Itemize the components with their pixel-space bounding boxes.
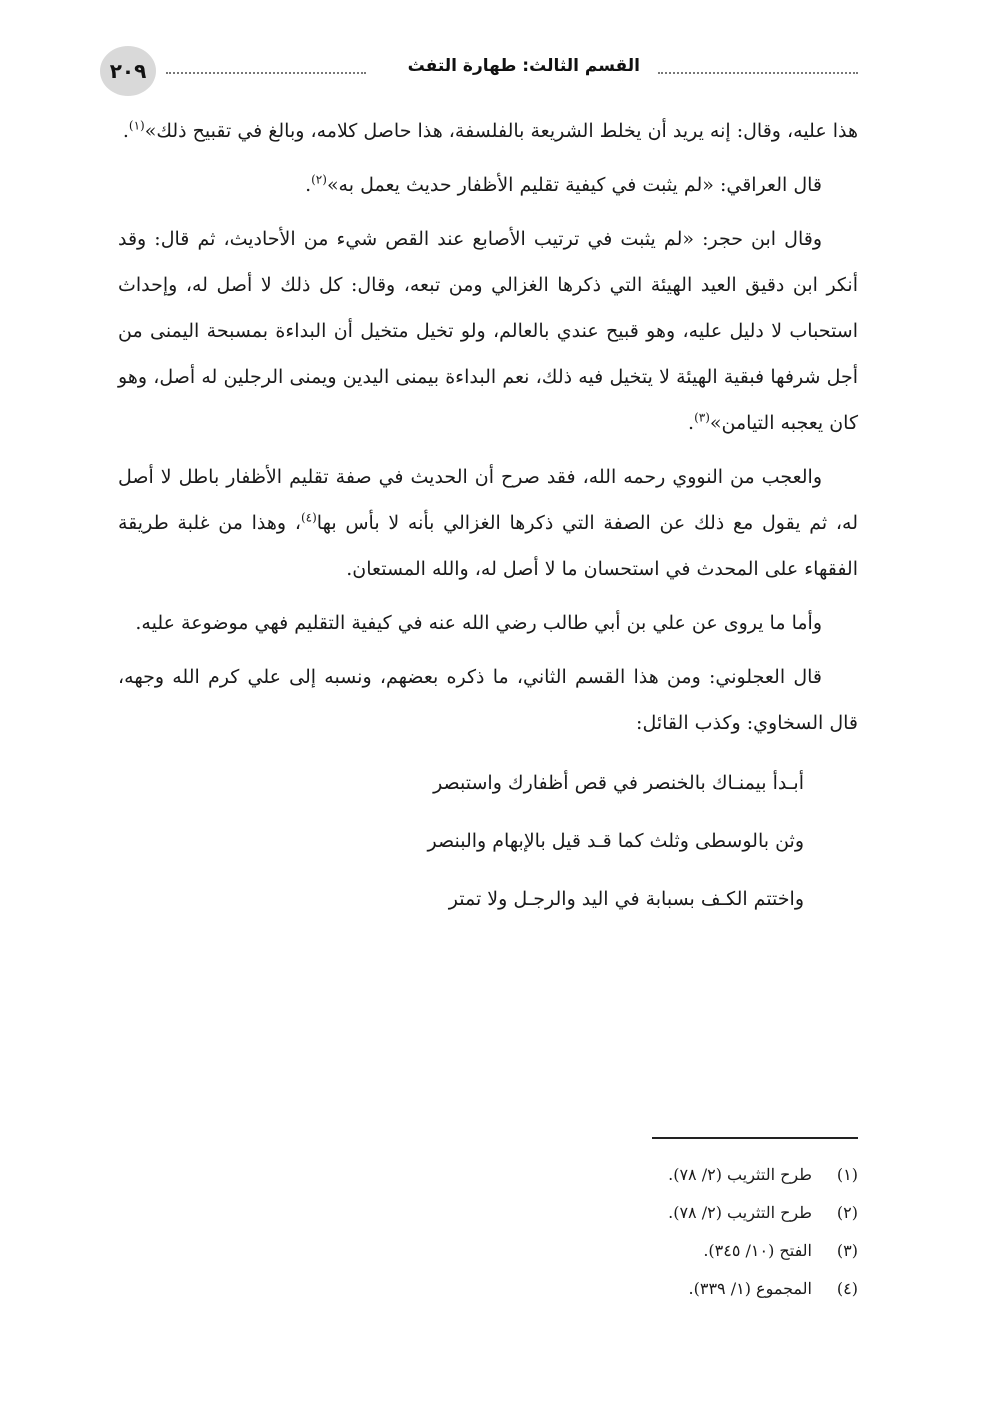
paragraph: وأما ما يروى عن علي بن أبي طالب رضي الله عنه في كيفية التقليم فهي موضوعة عليه. xyxy=(135,612,822,634)
paragraph: قال العجلوني: ومن هذا القسم الثاني، ما ذكره بعضهم، ونسبه إلى علي كرم الله وجهه، قال السخاوي: وكذب القائل: xyxy=(118,666,858,734)
main-text xyxy=(118,108,858,928)
footnote-number: (١) xyxy=(836,1165,858,1184)
footnote-ref[interactable]: (١) xyxy=(128,118,145,133)
footnote-item xyxy=(118,1156,858,1194)
poem-line: وثن بالوسطى وثلث كما قـد قيل بالإبهام والبنصر xyxy=(427,830,804,852)
footnotes xyxy=(118,1156,858,1308)
footnote-text: طرح التثريب (٢/ ٧٨). xyxy=(668,1165,812,1184)
paragraph: قال العراقي: «لم يثبت في كيفية تقليم الأظفار حديث يعمل به»$^{(٢)}$. xyxy=(305,172,822,196)
footnote-text: المجموع (١/ ٣٣٩). xyxy=(688,1279,812,1298)
footnote-number: (٣) xyxy=(836,1241,858,1260)
poem-line: واختتم الكـف بسبابة في اليد والرجـل ولا تمتر xyxy=(448,888,804,910)
chapter-title: القسم الثالث: طهارة التفث xyxy=(407,56,640,76)
footnote-separator xyxy=(652,1137,858,1139)
page xyxy=(109,0,858,1417)
footnote-number: (٢) xyxy=(836,1203,858,1222)
footnote-text: الفتح (١٠/ ٣٤٥). xyxy=(703,1241,812,1260)
poem-line: أبـدأ بيمنـاك بالخنصر في قص أظفارك واستبصر xyxy=(433,772,804,794)
footnote-text: طرح التثريب (٢/ ٧٨). xyxy=(668,1203,812,1222)
page-number: ٢٠٩ xyxy=(100,46,156,96)
header-divider-left xyxy=(166,72,366,74)
paragraph: وقال ابن حجر: «لم يثبت في ترتيب الأصابع عند القص شيء من الأحاديث، ثم قال: وقد أنكر ابن دقيق العيد الهيئة التي ذكرها الغزالي ومن تبعه، وقال: كل ذلك لا أصل له، وإحداث استحباب لا دليل عليه، وهو قبيح عندي بالعالم، ولو تخيل متخيل أن البداءة بمسبحة اليمنى من أجل شرفها فبقية الهيئة لا يتخيل فيه ذلك، نعم البداءة بيمنى اليدين ويمنى الرجلين له أصل، وهو كان يعجبه التيامن»$^{(٣)}$. xyxy=(118,228,858,434)
footnote-item xyxy=(118,1270,858,1308)
footnote-number: (٤) xyxy=(836,1279,858,1298)
footnote-item xyxy=(118,1194,858,1232)
footnote-ref[interactable]: (٣) xyxy=(694,410,710,425)
poem xyxy=(118,754,858,928)
header-divider-right xyxy=(658,72,858,74)
footnote-item xyxy=(118,1232,858,1270)
footnote-ref[interactable]: (٢) xyxy=(311,172,327,187)
page-header xyxy=(106,44,858,98)
paragraph: هذا عليه، وقال: إنه يريد أن يخلط الشريعة بالفلسفة، هذا حاصل كلامه، وبالغ في تقبيح ذلك»$^{(١)}$. xyxy=(122,118,858,142)
footnote-ref[interactable]: (٤) xyxy=(300,510,317,525)
paragraph: والعجب من النووي رحمه الله، فقد صرح أن الحديث في صفة تقليم الأظفار باطل لا أصل له، ثم يقول مع ذلك عن الصفة التي ذكرها الغزالي بأنه لا بأس بها$^{(٤)}$، وهذا من غلبة طريقة الفقهاء على المحدث في استحسان ما لا أصل له، والله المستعان. xyxy=(118,466,858,580)
